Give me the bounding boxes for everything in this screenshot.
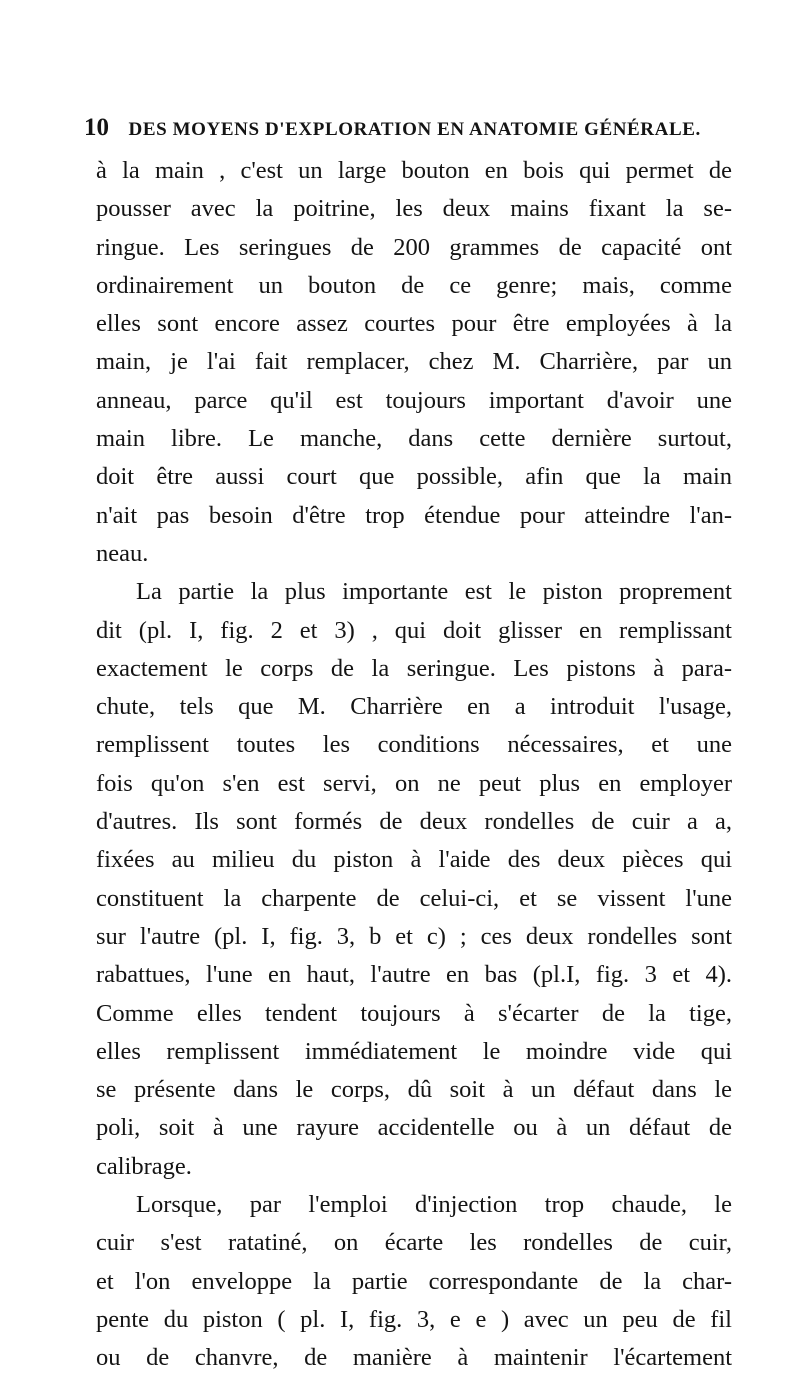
- text-line: cuir s'est ratatiné, on écarte les rondelles de cuir,: [96, 1229, 732, 1257]
- text-line: constituent la charpente de celui-ci, et se vissent l'une: [96, 884, 732, 912]
- text-line: elles sont encore assez courtes pour être employées à la: [96, 310, 732, 338]
- text-line: calibrage.: [96, 1152, 192, 1180]
- text-line: ordinairement un bouton de ce genre; mais, comme: [96, 271, 732, 299]
- text-line: exactement le corps de la seringue. Les pistons à para-: [96, 654, 732, 682]
- text-line: rabattues, l'une en haut, l'autre en bas (pl.I, fig. 3 et 4).: [96, 961, 732, 989]
- text-line: n'ait pas besoin d'être trop étendue pour atteindre l'an-: [96, 501, 732, 529]
- text-line: pente du piston ( pl. I, fig. 3, e e ) avec un peu de fil: [96, 1305, 732, 1333]
- text-line: ou de chanvre, de manière à maintenir l'écartement: [96, 1344, 732, 1372]
- text-line: à la main , c'est un large bouton en bois qui permet de: [96, 157, 732, 184]
- text-line: d'autres. Ils sont formés de deux rondelles de cuir a a,: [96, 808, 732, 836]
- text-line: elles remplissent immédiatement le moindre vide qui: [96, 1037, 732, 1065]
- text-line: ringue. Les seringues de 200 grammes de capacité ont: [96, 233, 732, 261]
- text-line: doit être aussi court que possible, afin que la main: [96, 463, 732, 491]
- text-line: main, je l'ai fait remplacer, chez M. Charrière, par un: [96, 348, 732, 376]
- text-line: et l'on enveloppe la partie correspondante de la char-: [96, 1267, 732, 1295]
- text-line: pousser avec la poitrine, les deux mains fixant la se-: [96, 195, 732, 223]
- text-line: main libre. Le manche, dans cette dernière surtout,: [96, 425, 732, 453]
- text-line: se présente dans le corps, dû soit à un défaut dans le: [96, 1076, 732, 1104]
- text-line: remplissent toutes les conditions nécessaires, et une: [96, 731, 732, 759]
- running-header: [84, 114, 784, 144]
- text-line: Lorsque, par l'emploi d'injection trop chaude, le: [136, 1191, 732, 1219]
- text-line: fixées au milieu du piston à l'aide des deux pièces qui: [96, 846, 732, 874]
- body-text: [96, 152, 732, 1378]
- text-line: La partie la plus importante est le piston proprement: [136, 578, 732, 606]
- text-line: chute, tels que M. Charrière en a introduit l'usage,: [96, 693, 732, 721]
- text-line: neau.: [96, 539, 149, 567]
- running-title: DES MOYENS D'EXPLORATION EN ANATOMIE GÉNÉRALE.: [128, 119, 701, 140]
- text-line: poli, soit à une rayure accidentelle ou à un défaut de: [96, 1114, 732, 1142]
- text-line: dit (pl. I, fig. 2 et 3) , qui doit glisser en remplissant: [96, 616, 732, 644]
- text-line: anneau, parce qu'il est toujours important d'avoir une: [96, 386, 732, 414]
- page-number: 10: [84, 114, 109, 141]
- text-line: sur l'autre (pl. I, fig. 3, b et c) ; ces deux rondelles sont: [96, 922, 732, 950]
- text-line: Comme elles tendent toujours à s'écarter de la tige,: [96, 999, 732, 1027]
- text-line: fois qu'on s'en est servi, on ne peut plus en employer: [96, 769, 732, 797]
